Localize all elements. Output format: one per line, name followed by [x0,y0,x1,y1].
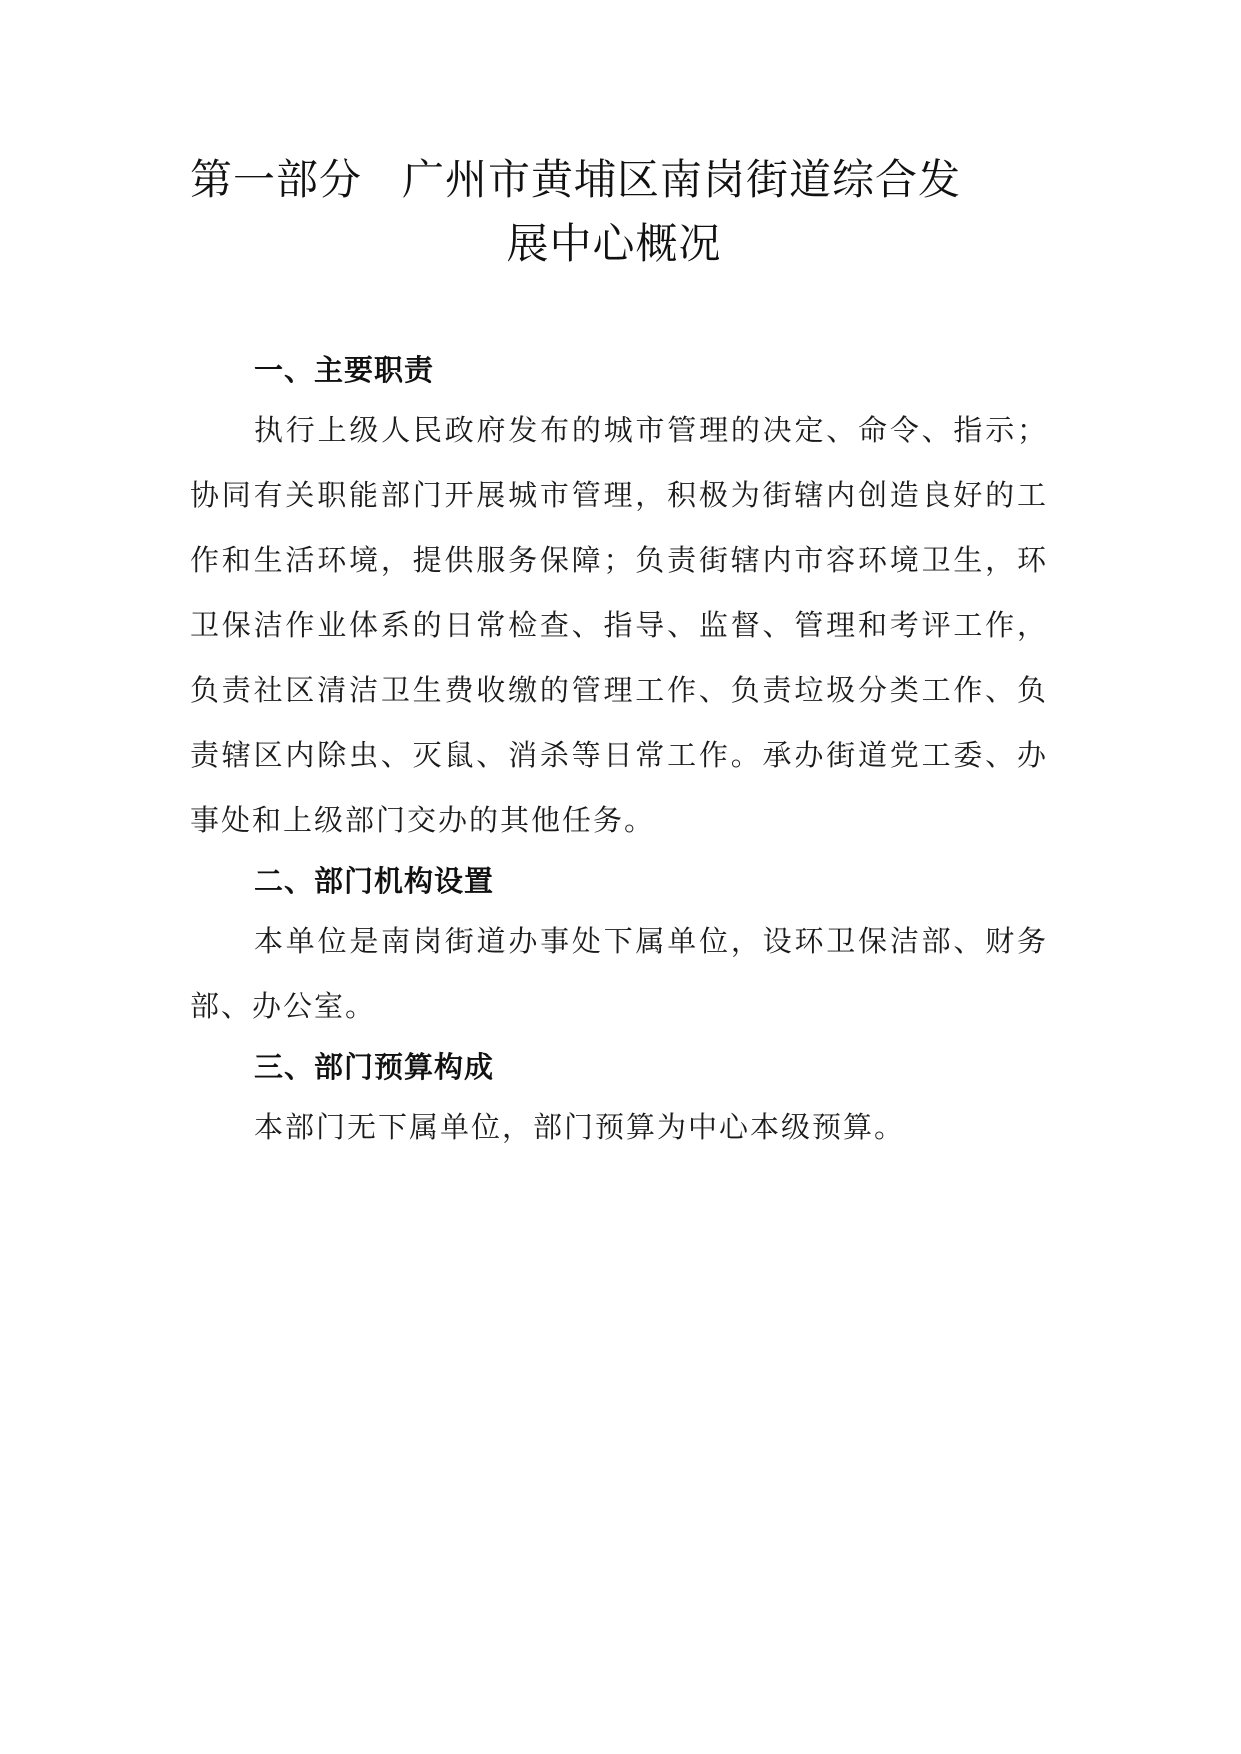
section-heading-budget-composition: 三、部门预算构成 [254,1050,495,1084]
title-main-line-2: 展中心概况 [506,219,722,268]
section-body-organization: 本单位是南岗街道办事处下属单位，设环卫保洁部、财务部、办公室。 [190,924,1048,1023]
section-body-budget-composition: 本部门无下属单位，部门预算为中心本级预算。 [254,1110,906,1144]
document-content [190,350,1048,1160]
title-part-label: 第一部分 [190,155,363,204]
section-heading-responsibilities: 一、主要职责 [254,353,435,387]
document-title [190,148,1050,276]
section-heading-organization: 二、部门机构设置 [254,864,495,898]
title-line-1 [190,148,1050,212]
section-body-responsibilities: 执行上级人民政府发布的城市管理的决定、命令、指示；协同有关职能部门开展城市管理，积极为街辖内创造良好的工作和生活环境，提供服务保障；负责街辖内市容环境卫生，环卫保洁作业体系的日常检查、指导、监督、管理和考评工作，负责社区清洁卫生费收缴的管理工作、负责垃圾分类工作、负责辖区内除虫、灭鼠、消杀等日常工作。承办街道党工委、办事处和上级部门交办的其他任务。 [190,413,1048,837]
title-main-line-1: 广州市黄埔区南岗街道综合发 [402,155,962,204]
